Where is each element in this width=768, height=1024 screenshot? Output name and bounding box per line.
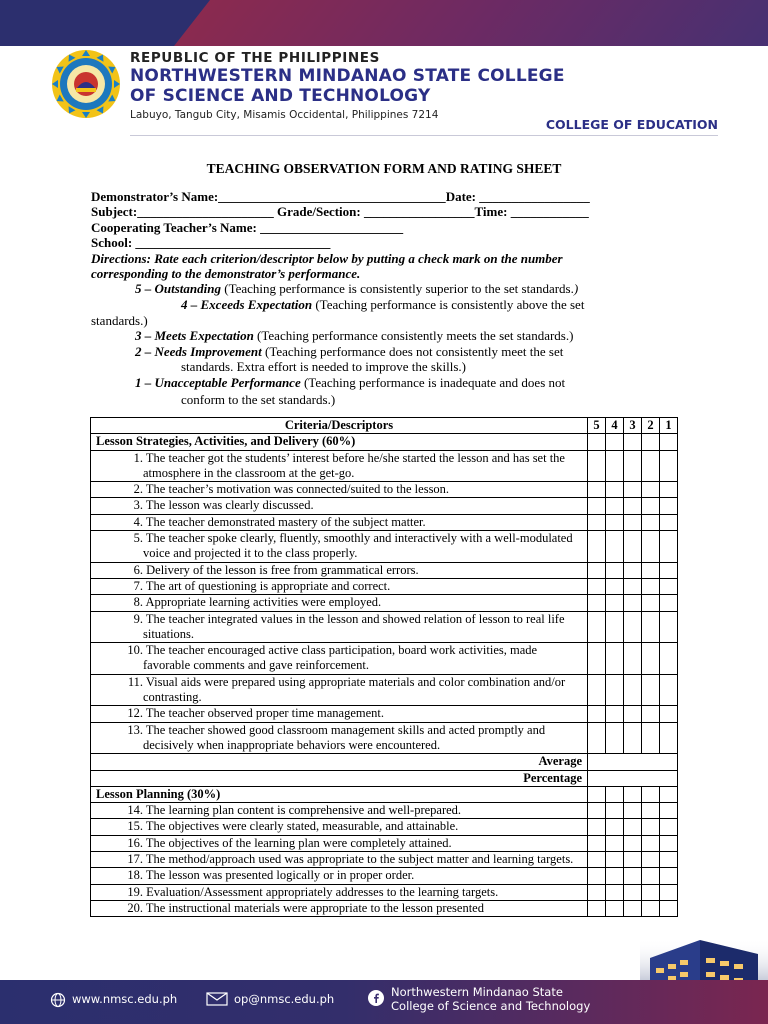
criterion-text: The teacher showed good classroom management skills and acted promptly and decisively when inappropriate behaviors were encountered. xyxy=(143,722,546,752)
score-cell[interactable] xyxy=(624,434,642,450)
score-cell[interactable] xyxy=(606,706,624,722)
score-cell[interactable] xyxy=(588,531,606,563)
score-cell[interactable] xyxy=(588,578,606,594)
scale-3-desc: (Teaching performance consistently meets the set standards.) xyxy=(253,328,574,344)
score-cell[interactable] xyxy=(642,498,660,514)
score-cell[interactable] xyxy=(660,835,678,851)
criterion-cell xyxy=(91,450,588,482)
score-cell[interactable] xyxy=(642,434,660,450)
criterion-text: The art of questioning is appropriate and correct. xyxy=(145,578,391,593)
score-cell[interactable] xyxy=(606,819,624,835)
score-cell[interactable] xyxy=(588,706,606,722)
criterion-cell xyxy=(91,611,588,643)
criterion-text: Appropriate learning activities were employed. xyxy=(145,595,382,610)
score-cell[interactable] xyxy=(606,643,624,675)
criterion-cell xyxy=(91,531,588,563)
score-cell[interactable] xyxy=(606,482,624,498)
score-cell[interactable] xyxy=(624,578,642,594)
score-cell[interactable] xyxy=(606,868,624,884)
criteria-table xyxy=(90,417,678,917)
footer-bar xyxy=(0,980,768,1024)
score-cell[interactable] xyxy=(624,786,642,802)
score-cell[interactable] xyxy=(624,835,642,851)
score-cell[interactable] xyxy=(660,706,678,722)
republic-heading: REPUBLIC OF THE PHILIPPINES xyxy=(130,50,380,66)
criterion-cell xyxy=(91,868,588,884)
score-cell[interactable] xyxy=(660,900,678,916)
score-cell[interactable] xyxy=(606,900,624,916)
scale-1-cont: conform to the set standards.) xyxy=(181,391,336,407)
criterion-number: 4. xyxy=(133,514,143,529)
score-cell[interactable] xyxy=(660,531,678,563)
score-cell[interactable] xyxy=(642,450,660,482)
criterion-text: The objectives were clearly stated, measurable, and attainable. xyxy=(145,819,459,834)
score-cell[interactable] xyxy=(642,562,660,578)
criterion-cell xyxy=(91,514,588,530)
table-row xyxy=(91,643,678,675)
criterion-cell xyxy=(91,498,588,514)
criterion-number: 12. xyxy=(127,706,143,721)
criterion-number: 2. xyxy=(133,482,143,497)
college-name-line2: OF SCIENCE AND TECHNOLOGY xyxy=(130,86,431,106)
criterion-text: Delivery of the lesson is free from grammatical errors. xyxy=(146,562,419,577)
score-cell[interactable] xyxy=(606,595,624,611)
score-header-5: 5 xyxy=(588,418,606,434)
score-cell[interactable] xyxy=(624,514,642,530)
score-cell[interactable] xyxy=(624,706,642,722)
score-cell[interactable] xyxy=(624,643,642,675)
percentage-row xyxy=(91,770,678,786)
average-label: Average xyxy=(91,754,588,770)
table-header-row xyxy=(91,418,678,434)
school-field[interactable]: School: ______________________________ xyxy=(91,235,331,251)
score-cell[interactable] xyxy=(588,498,606,514)
criterion-cell xyxy=(91,674,588,706)
score-cell[interactable] xyxy=(642,514,660,530)
criterion-number: 5. xyxy=(133,531,143,546)
criterion-text: The method/approach used was appropriate to the subject matter and learning targets. xyxy=(145,852,574,867)
score-cell[interactable] xyxy=(588,562,606,578)
directions-line2: corresponding to the demonstrator’s performance. xyxy=(91,266,361,282)
score-cell[interactable] xyxy=(588,852,606,868)
scale-1-desc: (Teaching performance is inadequate and does not xyxy=(300,375,566,390)
score-cell[interactable] xyxy=(624,611,642,643)
score-cell[interactable] xyxy=(642,884,660,900)
average-row xyxy=(91,754,678,770)
score-cell[interactable] xyxy=(588,868,606,884)
demonstrator-name-field[interactable]: Demonstrator’s Name:___________________________________ xyxy=(91,189,446,204)
percentage-label: Percentage xyxy=(91,770,588,786)
criterion-cell xyxy=(91,482,588,498)
score-cell[interactable] xyxy=(642,852,660,868)
grade-section-field[interactable]: Grade/Section: _________________ xyxy=(273,204,475,220)
criterion-cell xyxy=(91,722,588,754)
score-cell[interactable] xyxy=(588,884,606,900)
header-divider xyxy=(130,135,718,136)
score-cell[interactable] xyxy=(624,674,642,706)
score-cell[interactable] xyxy=(588,450,606,482)
criterion-text: The teacher encouraged active class participation, board work activities, made favorable comments and gave reinforcement. xyxy=(143,643,538,673)
time-field[interactable]: Time: ____________ xyxy=(474,204,589,220)
criterion-text: The teacher integrated values in the lesson and showed relation of lesson to real life situations. xyxy=(143,611,565,641)
table-row xyxy=(91,595,678,611)
criterion-text: The teacher’s motivation was connected/suited to the lesson. xyxy=(145,482,450,497)
scale-4-cont: standards.) xyxy=(91,312,148,328)
criterion-text: The teacher got the students’ interest before he/she started the lesson and has set the atmosphere in the classroom at the get-go. xyxy=(143,450,565,480)
score-cell[interactable] xyxy=(606,578,624,594)
criterion-cell xyxy=(91,803,588,819)
score-cell[interactable] xyxy=(588,595,606,611)
score-cell[interactable] xyxy=(642,578,660,594)
score-cell[interactable] xyxy=(588,786,606,802)
score-cell[interactable] xyxy=(660,884,678,900)
score-cell[interactable] xyxy=(660,562,678,578)
score-cell[interactable] xyxy=(642,643,660,675)
footer-school-line2: College of Science and Technology xyxy=(391,999,591,1013)
criterion-text: The teacher observed proper time management. xyxy=(145,706,384,721)
score-cell[interactable] xyxy=(606,450,624,482)
criterion-number: 14. xyxy=(127,803,143,818)
footer-school-name xyxy=(391,985,590,1013)
score-cell[interactable] xyxy=(606,562,624,578)
section2-items xyxy=(91,803,678,917)
score-cell[interactable] xyxy=(660,643,678,675)
score-cell[interactable] xyxy=(624,722,642,754)
score-cell[interactable] xyxy=(660,868,678,884)
criterion-number: 11. xyxy=(127,674,143,689)
score-cell[interactable] xyxy=(642,595,660,611)
score-cell[interactable] xyxy=(642,786,660,802)
table-row xyxy=(91,482,678,498)
score-cell[interactable] xyxy=(624,868,642,884)
score-header-2: 2 xyxy=(642,418,660,434)
criterion-text: The teacher demonstrated mastery of the subject matter. xyxy=(145,514,426,529)
score-cell[interactable] xyxy=(624,562,642,578)
criterion-text: The lesson was presented logically or in proper order. xyxy=(145,868,415,883)
score-cell[interactable] xyxy=(642,674,660,706)
criterion-number: 3. xyxy=(133,498,143,513)
criterion-text: The instructional materials were appropriate to the lesson presented xyxy=(145,900,484,915)
score-cell[interactable] xyxy=(660,482,678,498)
score-cell[interactable] xyxy=(606,722,624,754)
header-block xyxy=(130,50,565,122)
score-cell[interactable] xyxy=(642,803,660,819)
criterion-text: Visual aids were prepared using appropriate materials and color combination and/or contrasting. xyxy=(143,674,566,705)
college-address: Labuyo, Tangub City, Misamis Occidental, Philippines 7214 xyxy=(130,109,439,121)
table-row xyxy=(91,852,678,868)
score-cell[interactable] xyxy=(624,482,642,498)
score-cell[interactable] xyxy=(660,674,678,706)
directions-line1: Directions: Rate each criterion/descriptor below by putting a check mark on the number xyxy=(91,250,563,266)
scale-2-cont: standards. Extra effort is needed to improve the skills.) xyxy=(181,359,466,375)
criterion-cell xyxy=(91,706,588,722)
criterion-cell xyxy=(91,578,588,594)
criterion-number: 17. xyxy=(127,852,143,867)
score-cell[interactable] xyxy=(660,803,678,819)
score-cell[interactable] xyxy=(588,803,606,819)
top-banner xyxy=(0,0,768,46)
score-cell[interactable] xyxy=(588,900,606,916)
score-cell[interactable] xyxy=(624,819,642,835)
score-cell[interactable] xyxy=(588,835,606,851)
score-cell[interactable] xyxy=(606,852,624,868)
table-row xyxy=(91,884,678,900)
table-row xyxy=(91,722,678,754)
table-row xyxy=(91,868,678,884)
scale-4-desc: (Teaching performance is consistently above the set xyxy=(312,297,585,313)
score-cell[interactable] xyxy=(606,835,624,851)
score-cell[interactable] xyxy=(588,482,606,498)
criterion-number: 19. xyxy=(127,884,143,899)
score-cell[interactable] xyxy=(660,611,678,643)
criterion-number: 1. xyxy=(133,450,143,465)
criterion-cell xyxy=(91,643,588,675)
scale-2-desc: (Teaching performance does not consistently meet the set xyxy=(261,343,564,359)
email-link[interactable]: op@nmsc.edu.ph xyxy=(234,992,335,1006)
score-cell[interactable] xyxy=(642,835,660,851)
score-header-3: 3 xyxy=(624,418,642,434)
table-row xyxy=(91,674,678,706)
score-cell[interactable] xyxy=(642,900,660,916)
score-cell[interactable] xyxy=(588,434,606,450)
criterion-number: 16. xyxy=(127,835,143,850)
score-cell[interactable] xyxy=(588,514,606,530)
form-title: TEACHING OBSERVATION FORM AND RATING SHEET xyxy=(206,161,562,176)
criterion-text: The teacher spoke clearly, fluently, smoothly and interactively with a well-modulated voice and projected it to the class properly. xyxy=(143,531,573,561)
score-cell[interactable] xyxy=(660,786,678,802)
table-row xyxy=(91,706,678,722)
criterion-cell xyxy=(91,835,588,851)
score-cell[interactable] xyxy=(588,674,606,706)
scale-5-label: 5 – Outstanding xyxy=(135,281,221,297)
scale-1-label: 1 – Unacceptable Performance xyxy=(135,375,301,390)
criterion-number: 7. xyxy=(133,578,143,593)
table-row xyxy=(91,562,678,578)
score-cell[interactable] xyxy=(588,819,606,835)
score-cell[interactable] xyxy=(624,884,642,900)
criterion-number: 18. xyxy=(127,868,143,883)
average-value-cell[interactable] xyxy=(588,754,678,770)
scale-5-tail: ) xyxy=(573,281,579,297)
score-cell[interactable] xyxy=(642,706,660,722)
criterion-cell xyxy=(91,884,588,900)
criterion-text: The lesson was clearly discussed. xyxy=(145,498,314,513)
score-cell[interactable] xyxy=(642,482,660,498)
score-header-1: 1 xyxy=(660,418,678,434)
score-cell[interactable] xyxy=(606,803,624,819)
table-row xyxy=(91,514,678,530)
score-cell[interactable] xyxy=(624,803,642,819)
score-cell[interactable] xyxy=(642,722,660,754)
section-row xyxy=(91,434,678,450)
score-cell[interactable] xyxy=(624,900,642,916)
facebook-icon[interactable] xyxy=(368,990,384,1009)
score-cell[interactable] xyxy=(606,514,624,530)
criterion-number: 20. xyxy=(127,900,143,915)
cooperating-teacher-field[interactable]: Cooperating Teacher’s Name: ______________________ xyxy=(91,219,404,235)
score-cell[interactable] xyxy=(624,595,642,611)
score-cell[interactable] xyxy=(660,819,678,835)
criteria-header: Criteria/Descriptors xyxy=(91,418,588,434)
criterion-cell xyxy=(91,595,588,611)
score-cell[interactable] xyxy=(660,498,678,514)
score-cell[interactable] xyxy=(642,819,660,835)
footer-school-line1: Northwestern Mindanao State xyxy=(391,985,563,999)
score-cell[interactable] xyxy=(660,434,678,450)
criterion-number: 8. xyxy=(133,595,143,610)
score-cell[interactable] xyxy=(606,434,624,450)
criterion-number: 6. xyxy=(133,562,143,577)
score-cell[interactable] xyxy=(624,531,642,563)
score-cell[interactable] xyxy=(660,722,678,754)
score-cell[interactable] xyxy=(606,498,624,514)
table-row xyxy=(91,450,678,482)
table-row xyxy=(91,578,678,594)
criterion-text: The objectives of the learning plan were completely attained. xyxy=(145,835,452,850)
section1-items xyxy=(91,450,678,754)
table-row xyxy=(91,803,678,819)
criterion-number: 15. xyxy=(127,819,143,834)
table-row xyxy=(91,819,678,835)
subject-field[interactable]: Subject:_____________________ xyxy=(91,204,274,220)
department-name: COLLEGE OF EDUCATION xyxy=(545,117,718,132)
score-cell[interactable] xyxy=(624,498,642,514)
score-cell[interactable] xyxy=(606,786,624,802)
score-cell[interactable] xyxy=(660,578,678,594)
form-fields xyxy=(91,189,691,407)
percentage-value-cell[interactable] xyxy=(588,770,678,786)
criterion-number: 13. xyxy=(127,722,143,737)
score-cell[interactable] xyxy=(606,531,624,563)
section-heading: Lesson Planning (30%) xyxy=(91,786,588,802)
table-row xyxy=(91,900,678,916)
table-row xyxy=(91,835,678,851)
college-seal-icon xyxy=(50,48,122,120)
score-cell[interactable] xyxy=(660,450,678,482)
score-cell[interactable] xyxy=(588,722,606,754)
table-row xyxy=(91,498,678,514)
college-name-line1: NORTHWESTERN MINDANAO STATE COLLEGE xyxy=(130,66,565,86)
mail-icon xyxy=(206,992,228,1007)
score-cell[interactable] xyxy=(660,595,678,611)
score-cell[interactable] xyxy=(642,611,660,643)
score-cell[interactable] xyxy=(642,531,660,563)
scale-5-desc: (Teaching performance is consistently superior to the set standards. xyxy=(220,281,574,297)
scale-4-label: 4 – Exceeds Expectation xyxy=(181,297,313,313)
score-cell[interactable] xyxy=(660,852,678,868)
criterion-text: Evaluation/Assessment appropriately addresses to the learning targets. xyxy=(146,884,499,899)
score-cell[interactable] xyxy=(624,852,642,868)
section-row xyxy=(91,786,678,802)
score-cell[interactable] xyxy=(606,884,624,900)
score-header-4: 4 xyxy=(606,418,624,434)
score-cell[interactable] xyxy=(588,643,606,675)
score-cell[interactable] xyxy=(642,868,660,884)
globe-icon xyxy=(50,992,66,1008)
criterion-cell xyxy=(91,819,588,835)
criterion-text: The learning plan content is comprehensive and well-prepared. xyxy=(145,803,462,818)
table-row xyxy=(91,611,678,643)
scale-2-label: 2 – Needs Improvement xyxy=(135,343,262,359)
score-cell[interactable] xyxy=(606,674,624,706)
criterion-number: 10. xyxy=(127,643,143,658)
criterion-number: 9. xyxy=(133,611,143,626)
date-field[interactable]: Date: _________________ xyxy=(445,189,590,204)
section-heading: Lesson Strategies, Activities, and Delivery (60%) xyxy=(91,434,588,450)
criterion-cell xyxy=(91,900,588,916)
table-row xyxy=(91,531,678,563)
rating-scale xyxy=(91,281,691,407)
score-cell[interactable] xyxy=(660,514,678,530)
score-cell[interactable] xyxy=(624,450,642,482)
website-link[interactable]: www.nmsc.edu.ph xyxy=(72,992,178,1006)
scale-3-label: 3 – Meets Expectation xyxy=(135,328,254,344)
criterion-cell xyxy=(91,852,588,868)
criterion-cell xyxy=(91,562,588,578)
score-cell[interactable] xyxy=(588,611,606,643)
score-cell[interactable] xyxy=(606,611,624,643)
